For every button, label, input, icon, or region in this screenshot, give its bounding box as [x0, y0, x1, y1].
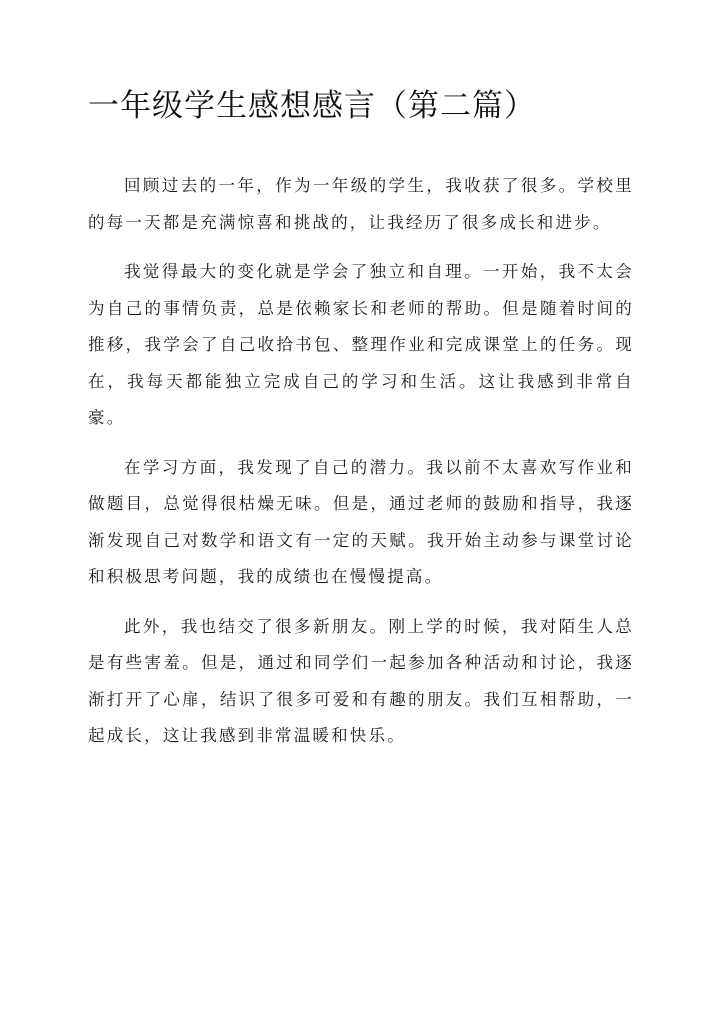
- document-body: [88, 168, 634, 768]
- paragraph-2: 我觉得最大的变化就是学会了独立和自理。一开始，我不太会为自己的事情负责，总是依赖家长和老师的帮助。但是随着时间的推移，我学会了自己收拾书包、整理作业和完成课堂上的任务。现在，我每天都能独立完成自己的学习和生活。这让我感到非常自豪。: [88, 262, 634, 427]
- document-title: 一年级学生感想感言（第二篇）: [88, 88, 536, 124]
- paragraph-3: 在学习方面，我发现了自己的潜力。我以前不太喜欢写作业和做题目，总觉得很枯燥无味。但是，通过老师的鼓励和指导，我逐渐发现自己对数学和语文有一定的天赋。我开始主动参与课堂讨论和积极思考问题，我的成绩也在慢慢提高。: [88, 457, 634, 586]
- paragraph-1: 回顾过去的一年，作为一年级的学生，我收获了很多。学校里的每一天都是充满惊喜和挑战的，让我经历了很多成长和进步。: [88, 176, 634, 232]
- paragraph-4: 此外，我也结交了很多新朋友。刚上学的时候，我对陌生人总是有些害羞。但是，通过和同学们一起参加各种活动和讨论，我逐渐打开了心扉，结识了很多可爱和有趣的朋友。我们互相帮助，一起成长，这让我感到非常温暖和快乐。: [88, 616, 634, 745]
